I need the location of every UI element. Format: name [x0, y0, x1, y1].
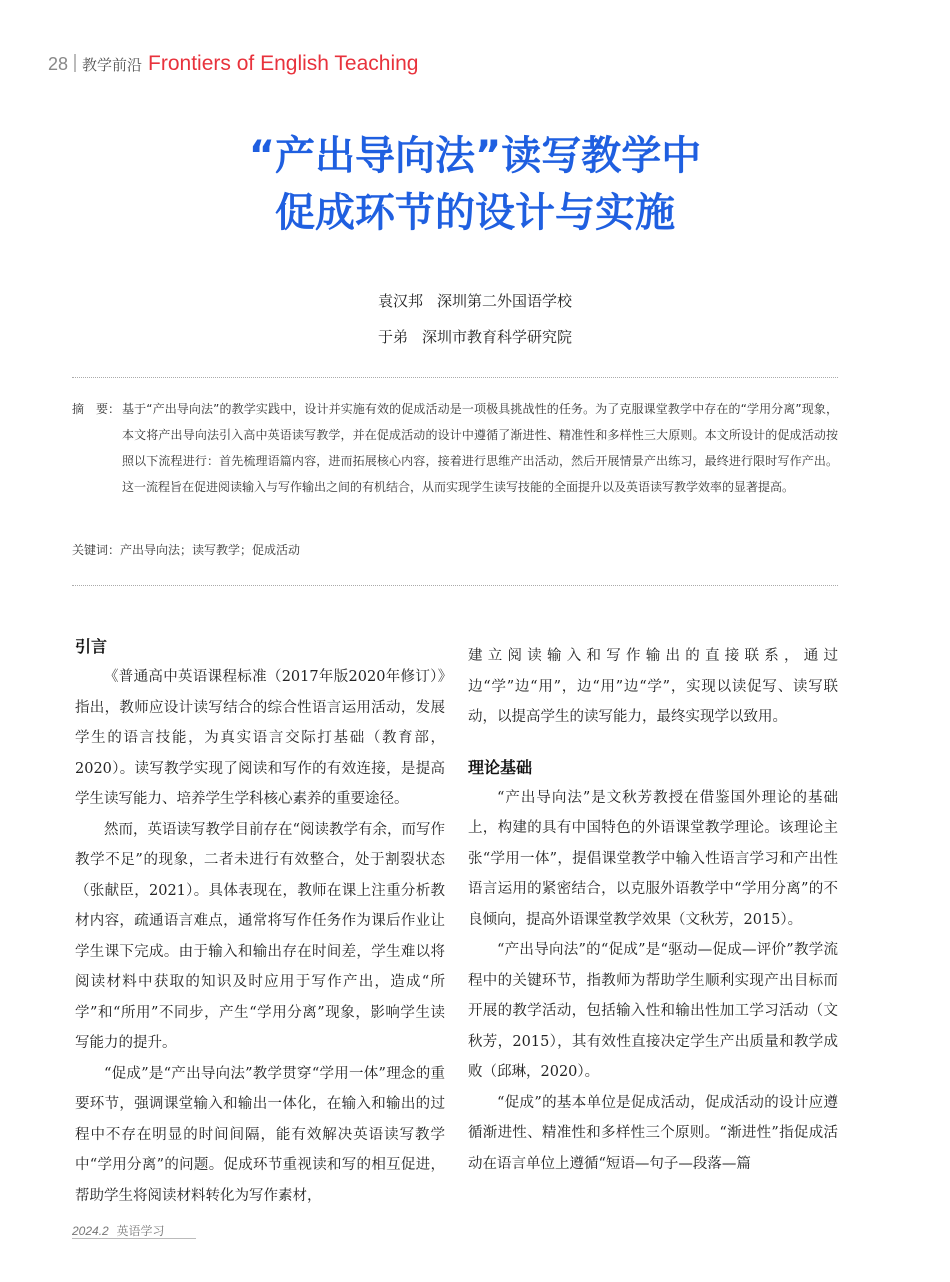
journal-name: 英语学习 [116, 1224, 165, 1238]
right-column [468, 641, 838, 1179]
section-heading-theory: 理论基础 [468, 757, 533, 777]
page-header [48, 52, 418, 76]
author-name: 于弟 [377, 328, 408, 346]
divider-top [72, 377, 838, 378]
section-name-en: Frontiers of English Teaching [148, 52, 419, 75]
author-list [0, 289, 950, 361]
abstract-label: 摘 要： [72, 402, 121, 416]
left-column [75, 632, 445, 1211]
page-number: 28 [48, 54, 69, 74]
divider-bottom [72, 585, 838, 586]
header-divider [74, 54, 76, 72]
footer-rule [72, 1238, 196, 1239]
author-name: 袁汉邦 [377, 292, 423, 310]
title-line-2: 促成环节的设计与实施 [275, 190, 675, 236]
abstract-text: 基于“产出导向法”的教学实践中，设计并实施有效的促成活动是一项极具挑战性的任务。为了克服课堂教学中存在的“学用分离”现象，本文将产出导向法引入高中英语读写教学，并在促成活动的设计中遵循了渐进性、精准性和多样性三大原则。本文所设计的促成活动按照以下流程进行：首先梳理语篇内容，进而拓展核心内容，接着进行思维产出活动，然后开展情景产出练习，最终进行限时写作产出。这一流程旨在促进阅读输入与写作输出之间的有机结合，从而实现学生读写技能的全面提升以及英语读写教学效率的显著提高。 [122, 402, 838, 494]
section-name-cn: 教学前沿 [82, 56, 143, 74]
author-affiliation: 深圳第二外国语学校 [437, 292, 573, 310]
article-title [0, 128, 950, 242]
body-paragraph: 《普通高中英语课程标准（2017年版2020年修订）》指出，教师应设计读写结合的综合性语言运用活动，发展学生的语言技能，为真实语言交际打基础（教育部，2020）。读写教学实现了阅读和写作的有效连接，是提高学生读写能力、培养学生学科核心素养的重要途径。 [75, 669, 445, 807]
page-footer [72, 1222, 165, 1239]
body-paragraph: “促成”是“产出导向法”教学贯穿“学用一体”理念的重要环节，强调课堂输入和输出一体化，在输入和输出的过程中不存在明显的时间间隔，能有效解决英语读写教学中“学用分离”的问题。促成环节重视读和写的相互促进，帮助学生将阅读材料转化为写作素材， [75, 1065, 445, 1204]
title-line-1: “产出导向法”读写教学中 [248, 133, 702, 179]
body-paragraph: 然而，英语读写教学目前存在“阅读教学有余，而写作教学不足”的现象，二者未进行有效整合，处于割裂状态（张献臣，2021）。具体表现在，教师在课上注重分析教材内容，疏通语言难点，通常将写作任务作为课后作业让学生课下完成。由于输入和输出存在时间差，学生难以将阅读材料中获取的知识及时应用于写作产出，造成“所学”和“所用”不同步，产生“学用分离”现象，影响学生读写能力的提升。 [75, 821, 445, 1051]
issue-date: 2024.2 [72, 1224, 109, 1238]
keywords: 关键词：产出导向法；读写教学；促成活动 [72, 543, 301, 557]
body-paragraph: “促成”的基本单位是促成活动，促成活动的设计应遵循渐进性、精准性和多样性三个原则。“渐进性”指促成活动在语言单位上遵循“短语—句子—段落—篇 [468, 1094, 838, 1172]
body-paragraph-continued: 建立阅读输入和写作输出的直接联系，通过边“学”边“用”，边“用”边“学”，实现以读促写、读写联动，以提高学生的读写能力，最终实现学以致用。 [468, 648, 838, 725]
abstract [72, 396, 838, 500]
author-entry [0, 289, 950, 325]
author-affiliation: 深圳市教育科学研究院 [422, 328, 573, 346]
body-paragraph: “产出导向法”是文秋芳教授在借鉴国外理论的基础上，构建的具有中国特色的外语课堂教学理论。该理论主张“学用一体”，提倡课堂教学中输入性语言学习和产出性语言运用的紧密结合，以克服外语教学中“学用分离”的不良倾向，提高外语课堂教学效果（文秋芳，2015）。 [468, 789, 838, 928]
author-entry [0, 325, 950, 361]
section-heading-introduction: 引言 [75, 637, 108, 656]
body-paragraph: “产出导向法”的“促成”是“驱动—促成—评价”教学流程中的关键环节，指教师为帮助学生顺利实现产出目标而开展的教学活动，包括输入性和输出性加工学习活动（文秋芳，2015），其有效性直接决定学生产出质量和教学成败（邱琳，2020）。 [468, 942, 838, 1080]
